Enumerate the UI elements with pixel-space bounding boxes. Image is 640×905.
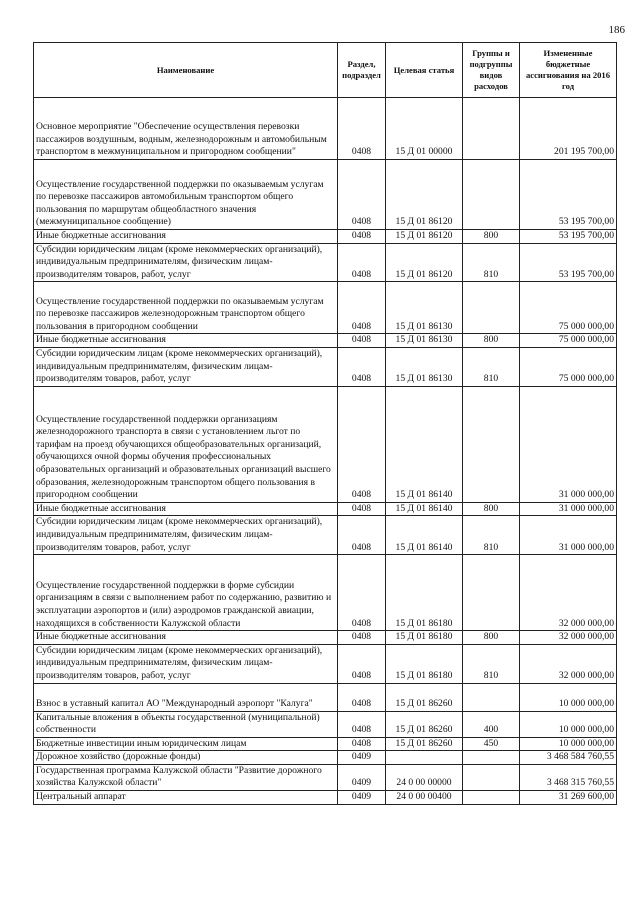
table-row (34, 751, 617, 765)
cell-target: 15 Д 01 86260 (386, 711, 463, 737)
cell-name: Субсидии юридическим лицам (кроме некоммерческих организаций), индивидуальным предпринимателям, физическим лицам-производителям товаров, работ, услуг (34, 243, 338, 282)
cell-amount: 75 000 000,00 (520, 347, 617, 386)
cell-target: 15 Д 01 86140 (386, 502, 463, 516)
page-number: 186 (608, 24, 625, 36)
cell-amount: 201 195 700,00 (520, 98, 617, 160)
cell-name: Иные бюджетные ассигнования (34, 230, 338, 244)
cell-section: 0409 (338, 764, 386, 790)
cell-section: 0408 (338, 230, 386, 244)
cell-amount: 32 000 000,00 (520, 555, 617, 631)
table-row (34, 711, 617, 737)
cell-section: 0408 (338, 98, 386, 160)
cell-section: 0408 (338, 347, 386, 386)
header-group: Группы и подгруппы видов расходов (463, 43, 520, 98)
cell-amount: 3 468 584 760,55 (520, 751, 617, 765)
cell-target: 15 Д 01 86130 (386, 347, 463, 386)
cell-name: Государственная программа Калужской области "Развитие дорожного хозяйства Калужской области" (34, 764, 338, 790)
cell-amount: 10 000 000,00 (520, 683, 617, 711)
cell-amount: 53 195 700,00 (520, 160, 617, 230)
cell-amount: 31 000 000,00 (520, 516, 617, 555)
cell-target: 15 Д 01 86120 (386, 160, 463, 230)
table-row (34, 737, 617, 751)
header-target: Целевая статья (386, 43, 463, 98)
cell-group (463, 160, 520, 230)
cell-amount: 32 000 000,00 (520, 644, 617, 683)
cell-target: 15 Д 01 00000 (386, 98, 463, 160)
cell-amount: 10 000 000,00 (520, 737, 617, 751)
cell-group (463, 386, 520, 502)
cell-name: Дорожное хозяйство (дорожные фонды) (34, 751, 338, 765)
table-row (34, 98, 617, 160)
cell-group (463, 791, 520, 805)
cell-section: 0408 (338, 631, 386, 645)
cell-group: 810 (463, 347, 520, 386)
cell-section: 0408 (338, 243, 386, 282)
cell-section: 0408 (338, 386, 386, 502)
header-section: Раздел, подраздел (338, 43, 386, 98)
cell-name: Осуществление государственной поддержки в форме субсидии организациям в связи с выполнением работ по содержанию, развитию и эксплуатации аэропортов и (или) аэродромов гражданской авиации, находящихся в собственности Калужской области (34, 555, 338, 631)
cell-name: Осуществление государственной поддержки по оказываемым услугам по перевозке пассажиров автомобильным транспортом общего пользования по маршрутам общеобластного значения (межмуниципальное сообщение) (34, 160, 338, 230)
cell-amount: 31 000 000,00 (520, 502, 617, 516)
cell-group: 810 (463, 516, 520, 555)
table-row (34, 334, 617, 348)
table-row (34, 791, 617, 805)
cell-section: 0408 (338, 644, 386, 683)
cell-section: 0408 (338, 683, 386, 711)
table-row (34, 555, 617, 631)
cell-name: Иные бюджетные ассигнования (34, 334, 338, 348)
cell-target: 15 Д 01 86140 (386, 386, 463, 502)
cell-section: 0408 (338, 711, 386, 737)
cell-amount: 3 468 315 760,55 (520, 764, 617, 790)
cell-group (463, 555, 520, 631)
cell-name: Субсидии юридическим лицам (кроме некоммерческих организаций), индивидуальным предпринимателям, физическим лицам-производителям товаров, работ, услуг (34, 347, 338, 386)
table-row (34, 644, 617, 683)
cell-section: 0408 (338, 555, 386, 631)
cell-amount: 75 000 000,00 (520, 334, 617, 348)
table-row (34, 347, 617, 386)
cell-name: Осуществление государственной поддержки организациям железнодорожного транспорта в связи с установлением льгот по тарифам на проезд обучающихся общеобразовательных организаций, обучающихся очной формы обучения профессиональных образовательных организаций и образовательных организаций высшего образования, железнодорожным транспортом общего пользования в пригородном сообщении (34, 386, 338, 502)
cell-amount: 32 000 000,00 (520, 631, 617, 645)
cell-target: 24 0 00 00000 (386, 764, 463, 790)
table-row (34, 631, 617, 645)
cell-group (463, 98, 520, 160)
cell-group: 800 (463, 502, 520, 516)
table-row (34, 764, 617, 790)
cell-section: 0408 (338, 502, 386, 516)
cell-section: 0409 (338, 791, 386, 805)
header-row (34, 43, 617, 98)
cell-target: 24 0 00 00400 (386, 791, 463, 805)
cell-amount: 31 000 000,00 (520, 386, 617, 502)
cell-section: 0408 (338, 516, 386, 555)
cell-group (463, 751, 520, 765)
cell-amount: 31 269 600,00 (520, 791, 617, 805)
cell-name: Иные бюджетные ассигнования (34, 631, 338, 645)
header-name: Наименование (34, 43, 338, 98)
cell-name: Осуществление государственной поддержки по оказываемым услугам по перевозке пассажиров железнодорожным транспортом общего пользования в пригородном сообщении (34, 282, 338, 334)
cell-section: 0408 (338, 737, 386, 751)
cell-group: 810 (463, 243, 520, 282)
cell-name: Центральный аппарат (34, 791, 338, 805)
cell-target: 15 Д 01 86140 (386, 516, 463, 555)
cell-name: Капитальные вложения в объекты государственной (муниципальной) собственности (34, 711, 338, 737)
cell-group: 400 (463, 711, 520, 737)
table-row (34, 160, 617, 230)
cell-name: Иные бюджетные ассигнования (34, 502, 338, 516)
cell-target: 15 Д 01 86180 (386, 631, 463, 645)
cell-target: 15 Д 01 86260 (386, 683, 463, 711)
budget-table (33, 42, 617, 805)
cell-group: 800 (463, 631, 520, 645)
cell-section: 0408 (338, 334, 386, 348)
cell-name: Основное мероприятие "Обеспечение осуществления перевозки пассажиров воздушным, водным, железнодорожным и автомобильным транспортом в межмуниципальном и пригородном сообщении" (34, 98, 338, 160)
table-row (34, 386, 617, 502)
cell-group: 800 (463, 334, 520, 348)
cell-name: Субсидии юридическим лицам (кроме некоммерческих организаций), индивидуальным предпринимателям, физическим лицам-производителям товаров, работ, услуг (34, 516, 338, 555)
header-amount: Измененные бюджетные ассигнования на 2016 год (520, 43, 617, 98)
table-row (34, 243, 617, 282)
cell-amount: 53 195 700,00 (520, 230, 617, 244)
cell-target: 15 Д 01 86130 (386, 334, 463, 348)
cell-amount: 10 000 000,00 (520, 711, 617, 737)
table-row (34, 282, 617, 334)
table-row (34, 230, 617, 244)
cell-group (463, 764, 520, 790)
cell-group: 810 (463, 644, 520, 683)
table-row (34, 502, 617, 516)
cell-target: 15 Д 01 86260 (386, 737, 463, 751)
cell-group: 450 (463, 737, 520, 751)
cell-section: 0408 (338, 160, 386, 230)
cell-name: Субсидии юридическим лицам (кроме некоммерческих организаций), индивидуальным предпринимателям, физическим лицам-производителям товаров, работ, услуг (34, 644, 338, 683)
cell-name: Бюджетные инвестиции иным юридическим лицам (34, 737, 338, 751)
cell-target: 15 Д 01 86120 (386, 230, 463, 244)
cell-target: 15 Д 01 86180 (386, 644, 463, 683)
cell-name: Взнос в уставный капитал АО "Международный аэропорт "Калуга" (34, 683, 338, 711)
cell-target: 15 Д 01 86130 (386, 282, 463, 334)
cell-target: 15 Д 01 86120 (386, 243, 463, 282)
cell-group: 800 (463, 230, 520, 244)
cell-section: 0408 (338, 282, 386, 334)
cell-amount: 53 195 700,00 (520, 243, 617, 282)
cell-group (463, 683, 520, 711)
cell-amount: 75 000 000,00 (520, 282, 617, 334)
cell-target (386, 751, 463, 765)
table-row (34, 683, 617, 711)
cell-group (463, 282, 520, 334)
table-row (34, 516, 617, 555)
cell-target: 15 Д 01 86180 (386, 555, 463, 631)
cell-section: 0409 (338, 751, 386, 765)
